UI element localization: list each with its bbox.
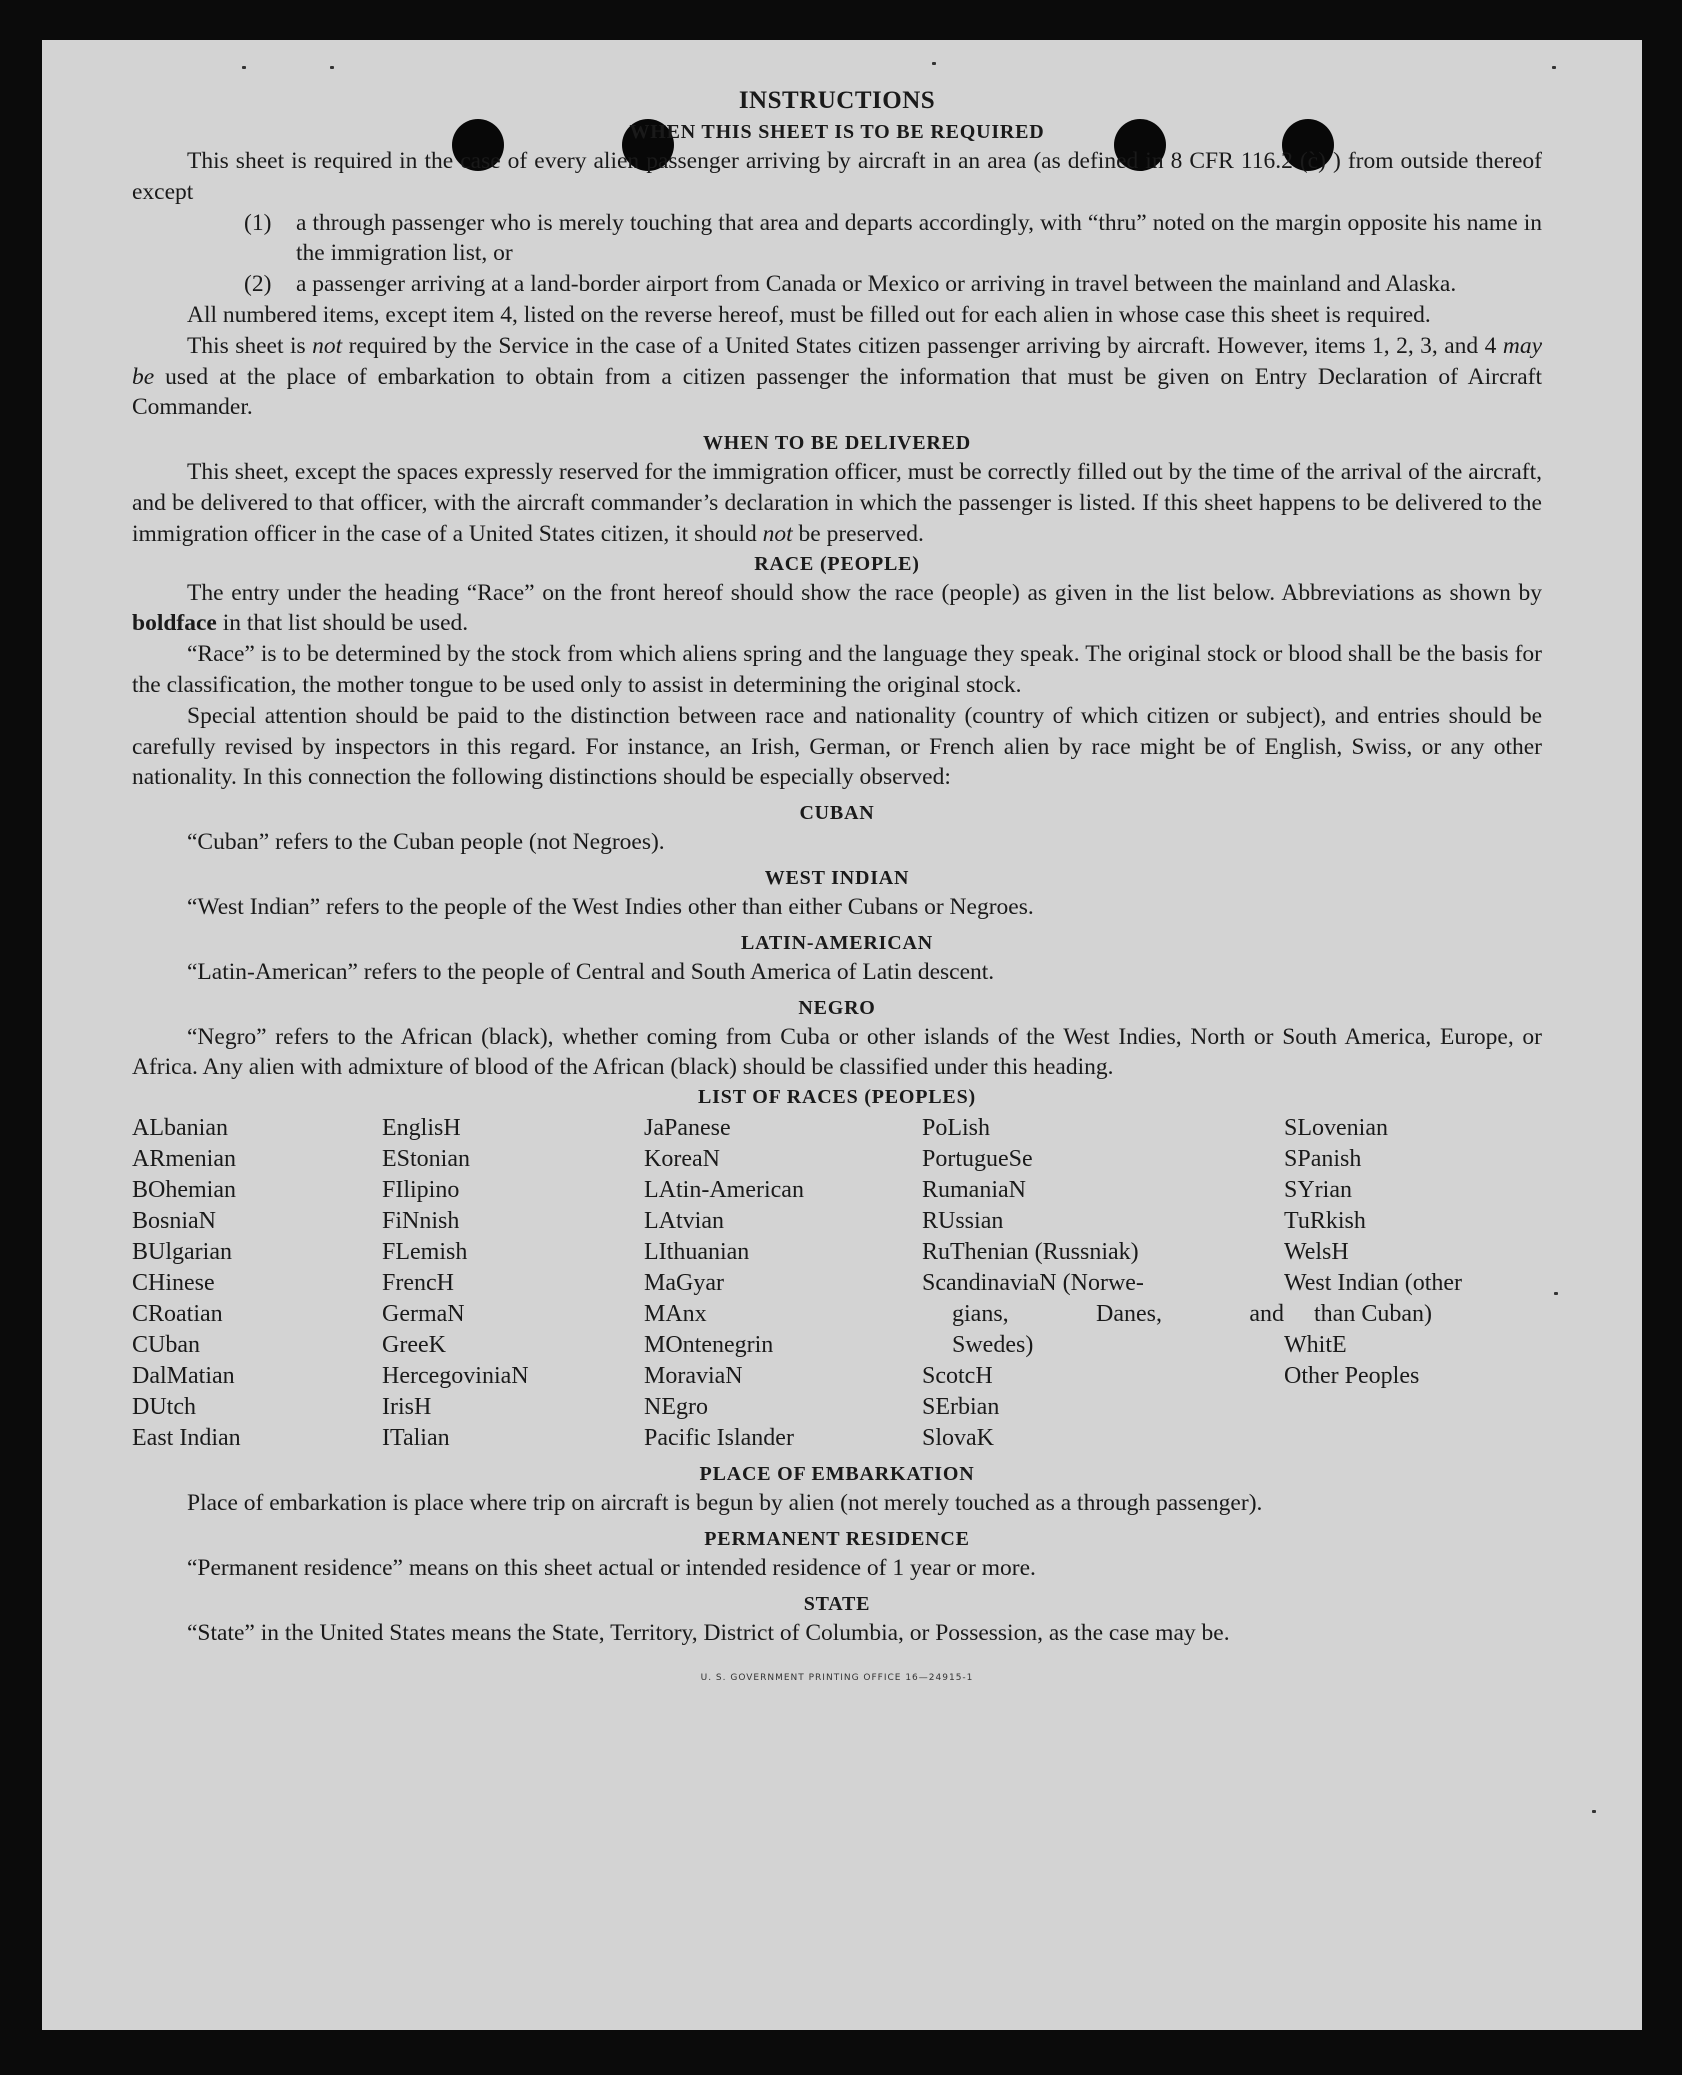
speck xyxy=(1552,66,1556,69)
race-entry: KoreaN xyxy=(644,1146,720,1173)
race-entry: CRoatian xyxy=(132,1301,223,1328)
race-entry: BOhemian xyxy=(132,1177,236,1204)
heading-west-indian: WEST INDIAN xyxy=(764,866,910,889)
race-entry: TuRkish xyxy=(1284,1208,1366,1235)
race-entry: RumaniaN xyxy=(922,1177,1026,1204)
para-residence: “Permanent residence” means on this sheet actual or intended residence of 1 year or more. xyxy=(187,1554,1036,1581)
emphasis-text: not xyxy=(762,520,793,547)
race-entry: LAtvian xyxy=(644,1208,724,1235)
item-number: (2) xyxy=(244,271,272,298)
list-item xyxy=(132,269,1542,300)
item-number: (1) xyxy=(244,209,272,236)
race-entry: FLemish xyxy=(382,1239,468,1266)
para-race-nationality: Special attention should be paid to the distinction between race and nationality (country of which citizen or subject), and entries should be carefully revised by inspectors in this regard. For instance, an Irish, German, or French alien by race might be of English, Swiss, or any other nationality. In this connection the following distinctions should be especially observed: xyxy=(132,702,1542,791)
race-entry: ScotcH xyxy=(922,1363,993,1390)
race-entry: LIthuanian xyxy=(644,1239,750,1266)
heading-when-delivered: WHEN TO BE DELIVERED xyxy=(702,432,972,455)
race-entry: MoraviaN xyxy=(644,1363,743,1390)
list-item xyxy=(132,208,1542,270)
race-entry: HercegoviniaN xyxy=(382,1363,529,1390)
race-entry: JaPanese xyxy=(644,1115,731,1142)
race-entry-word: and xyxy=(1249,1301,1284,1328)
race-entry: East Indian xyxy=(132,1425,241,1452)
heading-race: RACE (PEOPLE) xyxy=(754,552,920,575)
para-west-indian: “West Indian” refers to the people of the West Indies other than either Cubans or Negroes. xyxy=(187,893,1034,920)
race-entry-continued: Swedes) xyxy=(952,1332,1034,1359)
race-entry-word: Danes, xyxy=(1096,1301,1162,1328)
race-entry: RuThenian (Russniak) xyxy=(922,1239,1139,1266)
race-entry: FIlipino xyxy=(382,1177,460,1204)
text-run: used at the place of embarkation to obtain from a citizen passenger the information that must be given on Entry Declaration of Aircraft Commander. xyxy=(132,363,1542,421)
race-entry: RUssian xyxy=(922,1208,1004,1235)
speck xyxy=(1592,1810,1596,1813)
race-entry: GermaN xyxy=(382,1301,465,1328)
race-entry: BUlgarian xyxy=(132,1239,232,1266)
race-entry-word: gians, xyxy=(952,1301,1009,1328)
race-entry: Other Peoples xyxy=(1284,1363,1420,1390)
races-column xyxy=(644,1113,922,1454)
heading-when-required: WHEN THIS SHEET IS TO BE REQUIRED xyxy=(629,121,1045,143)
text-run: This sheet, except the spaces expressly reserved for the immigration officer, must be correctly filled out by the time of the arrival of the aircraft, and be delivered to that officer, with the aircraft commander’s declaration in which the passenger is listed. If this sheet happens to be delivered to the immigration officer in the case of a United States citizen, it should xyxy=(132,459,1542,547)
para-race-entry xyxy=(132,578,1542,640)
heading-latin-american: LATIN-AMERICAN xyxy=(741,931,933,954)
para-embarkation: Place of embarkation is place where trip on aircraft is begun by alien (not merely touched as a through passenger). xyxy=(187,1490,1263,1517)
text-run: be preserved. xyxy=(792,520,924,547)
para-state: “State” in the United States means the State, Territory, District of Columbia, or Possession, as the case may be. xyxy=(187,1619,1230,1646)
races-column xyxy=(132,1113,382,1454)
speck xyxy=(932,62,936,65)
race-entry: PoLish xyxy=(922,1115,991,1142)
race-entry: MAnx xyxy=(644,1301,707,1328)
para-cuban: “Cuban” refers to the Cuban people (not Negroes). xyxy=(187,829,665,856)
races-column xyxy=(382,1113,644,1454)
para-delivery xyxy=(132,457,1542,549)
emphasis-text: not xyxy=(312,332,343,359)
bold-text: boldface xyxy=(132,610,217,637)
para-required-intro: This sheet is required in the case of every alien passenger arriving by aircraft in an area (as defined in 8 CFR 116.2 (c̀) ) from outside thereof except xyxy=(132,148,1542,205)
speck xyxy=(242,66,246,69)
text-run: The entry under the heading “Race” on the front hereof should show the race (people) as given in the list below. Abbreviations as shown by xyxy=(187,579,1542,606)
item-text: a through passenger who is merely touching that area and departs accordingly, with “thru” noted on the margin opposite his name in the immigration list, or xyxy=(296,209,1542,267)
heading-negro: NEGRO xyxy=(798,996,876,1019)
emphasis-text: may be xyxy=(132,332,1542,390)
race-entry: BosniaN xyxy=(132,1208,216,1235)
race-entry: SYrian xyxy=(1284,1177,1352,1204)
races-column xyxy=(1284,1113,1542,1454)
heading-state: STATE xyxy=(803,1592,871,1615)
race-entry: EnglisH xyxy=(382,1115,461,1142)
race-entry: ALbanian xyxy=(132,1115,228,1142)
race-entry: Pacific Islander xyxy=(644,1425,794,1452)
race-entry: MOntenegrin xyxy=(644,1332,774,1359)
para-latin-american: “Latin-American” refers to the people of Central and South America of Latin descent. xyxy=(187,958,995,985)
race-entry-continued: than Cuban) xyxy=(1314,1301,1432,1328)
race-entry: SErbian xyxy=(922,1394,1000,1421)
race-entry: ARmenian xyxy=(132,1146,236,1173)
race-entry: NEgro xyxy=(644,1394,708,1421)
heading-embarkation: PLACE OF EMBARKATION xyxy=(699,1463,975,1486)
para-numbered-items: All numbered items, except item 4, listed on the reverse hereof, must be filled out for each alien in whose case this sheet is required. xyxy=(187,301,1431,328)
text-run: required by the Service in the case of a United States citizen passenger arriving by aircraft. However, items 1, 2, 3, and 4 xyxy=(342,332,1503,359)
races-list xyxy=(132,1113,1542,1454)
race-entry: West Indian (other xyxy=(1284,1270,1463,1297)
race-entry: CHinese xyxy=(132,1270,215,1297)
heading-list-of-races: LIST OF RACES (PEOPLES) xyxy=(698,1086,976,1109)
instructions-content xyxy=(132,84,1542,1693)
heading-cuban: CUBAN xyxy=(799,802,875,825)
race-entry: SLovenian xyxy=(1284,1115,1388,1142)
race-entry: SlovaK xyxy=(922,1425,994,1452)
race-entry: DUtch xyxy=(132,1394,196,1421)
speck xyxy=(1554,1292,1558,1295)
text-run: This sheet is xyxy=(187,332,313,359)
race-entry: ITalian xyxy=(382,1425,450,1452)
race-entry: MaGyar xyxy=(644,1270,724,1297)
race-entry: WelsH xyxy=(1284,1239,1349,1266)
race-entry: FrencH xyxy=(382,1270,454,1297)
printer-imprint: U. S. GOVERNMENT PRINTING OFFICE 16—24915-1 xyxy=(700,1672,974,1683)
para-citizen xyxy=(132,331,1542,423)
race-entry: WhitE xyxy=(1284,1332,1347,1359)
race-entry: EStonian xyxy=(382,1146,470,1173)
race-entry: PortugueSe xyxy=(922,1146,1033,1173)
para-race-stock: “Race” is to be determined by the stock from which aliens spring and the language they speak. The original stock or blood shall be the basis for the classification, the mother tongue to be used only to assist in determining the original stock. xyxy=(132,641,1542,698)
item-text: a passenger arriving at a land-border airport from Canada or Mexico or arriving in travel between the mainland and Alaska. xyxy=(296,271,1457,298)
heading-residence: PERMANENT RESIDENCE xyxy=(704,1527,970,1550)
race-entry: FiNnish xyxy=(382,1208,460,1235)
race-entry: SPanish xyxy=(1284,1146,1362,1173)
race-entry: GreeK xyxy=(382,1332,446,1359)
race-entry: DalMatian xyxy=(132,1363,235,1390)
race-entry: CUban xyxy=(132,1332,200,1359)
speck xyxy=(330,66,334,69)
race-entry-continued xyxy=(922,1299,1284,1330)
race-entry: IrisH xyxy=(382,1394,432,1421)
text-run: in that list should be used. xyxy=(216,610,469,637)
para-negro: “Negro” refers to the African (black), whether coming from Cuba or other islands of the West Indies, North or South America, Europe, or Africa. Any alien with admixture of blood of the African (black) should be classified under this heading. xyxy=(132,1023,1542,1081)
races-column xyxy=(922,1113,1284,1454)
race-entry: LAtin-American xyxy=(644,1177,804,1204)
page-title: INSTRUCTIONS xyxy=(738,87,936,114)
race-entry: ScandinaviaN (Norwe- xyxy=(922,1270,1144,1297)
